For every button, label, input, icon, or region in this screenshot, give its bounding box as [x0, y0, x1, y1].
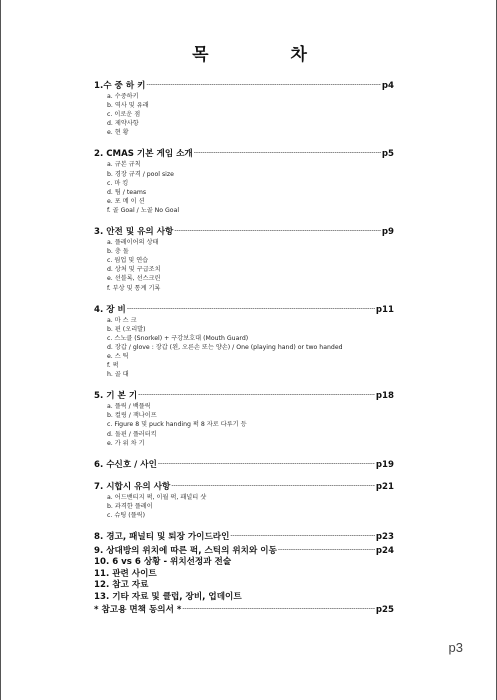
leader-dots	[171, 480, 375, 493]
toc-subitem: b. 핀 (오리발)	[107, 325, 146, 333]
entry-page: p24	[375, 545, 394, 556]
toc-section	[94, 458, 394, 471]
section-page: p21	[375, 481, 394, 492]
toc-subitem: c. 마 킹	[107, 179, 129, 187]
leader-dots	[127, 303, 375, 316]
toc-subitem: f. 골 Goal / 노골 No Goal	[107, 206, 180, 214]
leader-dots	[278, 544, 375, 558]
toc-subitem: e. 스 틱	[107, 352, 129, 360]
leader-dots	[182, 603, 375, 617]
toc-section-heading[interactable]	[94, 79, 394, 92]
toc-section-heading[interactable]	[94, 480, 394, 493]
toc-section	[94, 480, 394, 520]
toc-subitem: b. 컬링 / 잭나이프	[107, 412, 157, 420]
toc-subitem: c. 스노클 (Snorkel) + 구강보호대 (Mouth Guard)	[107, 334, 249, 342]
entry-page: p23	[375, 532, 394, 542]
toc-subitem: a. 규본 규칙	[107, 161, 141, 169]
toc-subitem: e. 가 위 차 기	[107, 439, 145, 447]
toc-subitem: c. Figure 8 및 puck handing 퍽 8 자로 다루기 등	[107, 421, 247, 429]
leader-dots	[158, 458, 375, 471]
toc-section	[94, 389, 394, 447]
toc-subitem: a. 플레이어의 상태	[107, 239, 159, 247]
toc-subitem: d. 팀 / teams	[107, 188, 147, 196]
toc-section-heading[interactable]	[94, 147, 394, 160]
section-title: 6. 수신호 / 사인	[94, 459, 157, 470]
toc-subitem: d. 돌핀 / 플러터킥	[107, 430, 157, 438]
leader-dots	[230, 530, 374, 544]
section-page: p4	[381, 81, 394, 91]
toc-entry[interactable]: 10. 6 vs 6 상황 - 위치선정과 전술	[94, 557, 232, 567]
toc-subitem: a. 플릭 / 백플릭	[107, 403, 151, 411]
toc-entry[interactable]: 12. 참고 자료	[94, 580, 149, 590]
toc-subitem: b. 과격한 플레이	[107, 502, 153, 510]
toc-subitem: h. 골 대	[107, 371, 129, 379]
toc-subitem: e. 선블록, 선스크린	[107, 275, 161, 283]
entry-title: 8. 경고, 패널티 및 퇴장 가이드라인	[94, 532, 230, 542]
toc-subitem: f. 퍽	[107, 362, 119, 370]
toc-subitem: c. 웜업 및 연습	[107, 257, 149, 265]
toc-section-heading[interactable]	[94, 225, 394, 238]
toc-section	[94, 225, 394, 293]
section-title: 4. 장 비	[94, 304, 126, 315]
toc-subitem: d. 장갑 / glove : 장갑 (왼, 오른손 또는 양손) / One (playing hand) or two handed	[107, 343, 343, 351]
toc-section	[94, 303, 394, 380]
section-page: p9	[381, 227, 394, 238]
toc-subitem: b. 충 돌	[107, 248, 129, 256]
toc-subitem: a. 수중하키	[107, 93, 139, 100]
section-page: p19	[375, 459, 394, 470]
toc-section-heading[interactable]	[94, 389, 394, 402]
entry-page: p25	[375, 605, 394, 615]
toc-subitem: d. 제약사항	[107, 120, 139, 128]
table-of-contents	[94, 79, 394, 617]
toc-subitem: f. 부상 및 통계 기록	[107, 284, 161, 292]
toc-section-heading[interactable]	[94, 458, 394, 471]
toc-subitem: b. 역사 및 유래	[107, 102, 149, 110]
section-page: p5	[381, 149, 394, 160]
toc-entry[interactable]: 11. 관련 사이트	[94, 568, 157, 579]
toc-subitem: a. 마 스 크	[107, 316, 137, 324]
toc-entry[interactable]: 13. 기타 자료 및 클럽, 장비, 업데이트	[94, 591, 242, 602]
section-title: 7. 시합시 유의 사항	[94, 481, 171, 492]
toc-subitem: b. 경장 규격 / pool size	[107, 170, 174, 178]
toc-subitem: c. 이로운 점	[107, 111, 141, 119]
entry-title: 9. 상대방의 위치에 따른 퍽, 스틱의 위치와 이동	[94, 545, 277, 556]
toc-section	[94, 79, 394, 137]
section-title: 5. 기 본 기	[94, 391, 138, 402]
toc-entry[interactable]	[94, 544, 394, 558]
page-number: p3	[448, 640, 463, 655]
leader-dots	[138, 389, 375, 402]
entry-title: * 참고용 면책 동의서 *	[94, 605, 182, 615]
leader-dots	[194, 147, 381, 160]
section-page: p11	[375, 304, 394, 315]
toc-subitem: c. 슈팅 (플릭)	[107, 511, 146, 519]
toc-section	[94, 147, 394, 215]
section-title: 2. CMAS 기본 게임 소개	[94, 149, 193, 160]
page-title: 목 차	[192, 45, 345, 65]
section-page: p18	[375, 391, 394, 402]
section-title: 3. 안전 및 유의 사항	[94, 227, 174, 238]
toc-section-heading[interactable]	[94, 303, 394, 316]
toc-entry[interactable]	[94, 603, 394, 617]
leader-dots	[174, 225, 381, 238]
toc-entry[interactable]	[94, 530, 394, 544]
toc-subitem: e. 포 메 이 션	[107, 197, 145, 205]
toc-subitem: d. 상처 및 구급조치	[107, 266, 161, 274]
toc-final-list	[94, 530, 394, 617]
leader-dots	[146, 79, 380, 92]
toc-subitem: a. 어드밴티지 퍽, 이월 퍽, 패널티 샷	[107, 493, 207, 501]
section-title: 1.수 중 하 키	[94, 81, 146, 91]
toc-subitem: e. 현 황	[107, 129, 129, 137]
